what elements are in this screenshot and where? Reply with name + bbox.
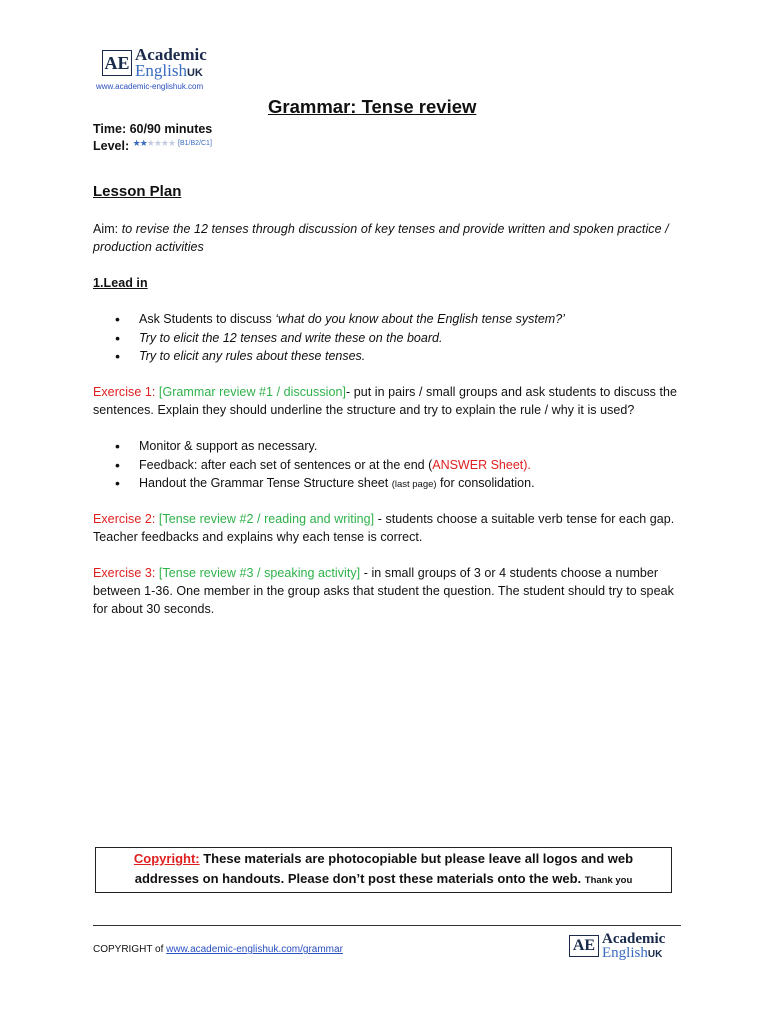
- thank-you: Thank you: [584, 875, 633, 886]
- exercise-3: [93, 564, 683, 618]
- lead-in-list: [93, 310, 683, 366]
- footer-copyright: [93, 944, 343, 955]
- list-item: • Ask Students to discuss ‘what do you know about the English tense system?’: [93, 310, 683, 329]
- logo-line2: English: [602, 945, 648, 962]
- header-logo: [102, 47, 207, 79]
- list-item: • Try to elicit the 12 tenses and write these on the board.: [93, 329, 683, 348]
- level-stars: [133, 138, 175, 148]
- exercise-2-label: Exercise 2:: [93, 512, 156, 526]
- site-url[interactable]: www.academic-englishuk.com: [96, 82, 204, 91]
- exercise-1-label: Exercise 1:: [93, 385, 156, 399]
- exercise-1-list: [93, 437, 693, 495]
- aim-paragraph: [93, 220, 683, 256]
- footer-link[interactable]: www.academic-englishuk.com/grammar: [166, 944, 343, 955]
- answer-sheet-link[interactable]: ANSWER Sheet: [432, 457, 524, 472]
- level-stars-filled: ★★: [132, 138, 147, 148]
- exercise-3-link[interactable]: [Tense review #3 / speaking activity]: [158, 566, 361, 580]
- lesson-meta: [93, 121, 212, 157]
- page-title: Grammar: Tense review: [268, 96, 477, 117]
- exercise-3-label: Exercise 3:: [93, 566, 156, 580]
- logo-line1: Academic: [135, 45, 207, 64]
- footer-divider: [93, 925, 681, 926]
- list-item: • Monitor & support as necessary.: [93, 437, 693, 456]
- list-item: • Feedback: after each set of sentences or at the end (ANSWER Sheet).: [93, 456, 693, 475]
- level-note: [B1/B2/C1]: [178, 140, 212, 147]
- copyright-text: These materials are photocopiable but please leave all logos and web addresses on handouts. Please don’t post these materials onto the web.: [134, 851, 634, 886]
- exercise-3-text: - in small groups of 3 or 4 students choose a number between 1-36. One member in the group asks that student the question. The student should try to speak for about 30 seconds.: [93, 566, 674, 616]
- list-item: • Try to elicit any rules about these tenses.: [93, 347, 683, 366]
- logo-line2: English: [135, 61, 187, 81]
- aim-text: to revise the 12 tenses through discussion of key tenses and provide written and spoken practice / production activities: [93, 222, 669, 254]
- exercise-2: [93, 510, 683, 546]
- exercise-1-text: - put in pairs / small groups and ask students to discuss the sentences. Explain they should underline the structure and try to explain the rule / why it is used?: [93, 385, 677, 417]
- time-label: Time: 60/90 minutes: [93, 122, 213, 136]
- exercise-2-link[interactable]: [Tense review #2 / reading and writing]: [158, 512, 375, 526]
- logo-suffix: UK: [186, 67, 203, 80]
- logo-mark: AE: [569, 935, 599, 957]
- exercise-1-link[interactable]: [Grammar review #1 / discussion]: [158, 385, 346, 399]
- copyright-notice: [95, 847, 672, 893]
- list-item: • Handout the Grammar Tense Structure sheet (last page) for consolidation.: [93, 474, 693, 495]
- footer-logo: [569, 932, 665, 961]
- logo-mark: AE: [102, 50, 132, 76]
- level-label: Level:: [93, 139, 130, 153]
- level-stars-empty: ★★★★: [146, 138, 176, 148]
- copyright-label: Copyright:: [133, 851, 200, 866]
- logo-suffix: UK: [647, 949, 663, 961]
- exercise-1: [93, 383, 683, 419]
- lead-in-heading: 1.Lead in: [93, 276, 148, 290]
- logo-line1: Academic: [602, 931, 666, 947]
- aim-prefix: Aim:: [93, 222, 119, 236]
- lesson-plan-heading: Lesson Plan: [93, 183, 182, 200]
- footer-prefix: COPYRIGHT of: [93, 944, 167, 955]
- exercise-2-text: - students choose a suitable verb tense for each gap. Teacher feedbacks and explains why each tense is correct.: [93, 512, 675, 544]
